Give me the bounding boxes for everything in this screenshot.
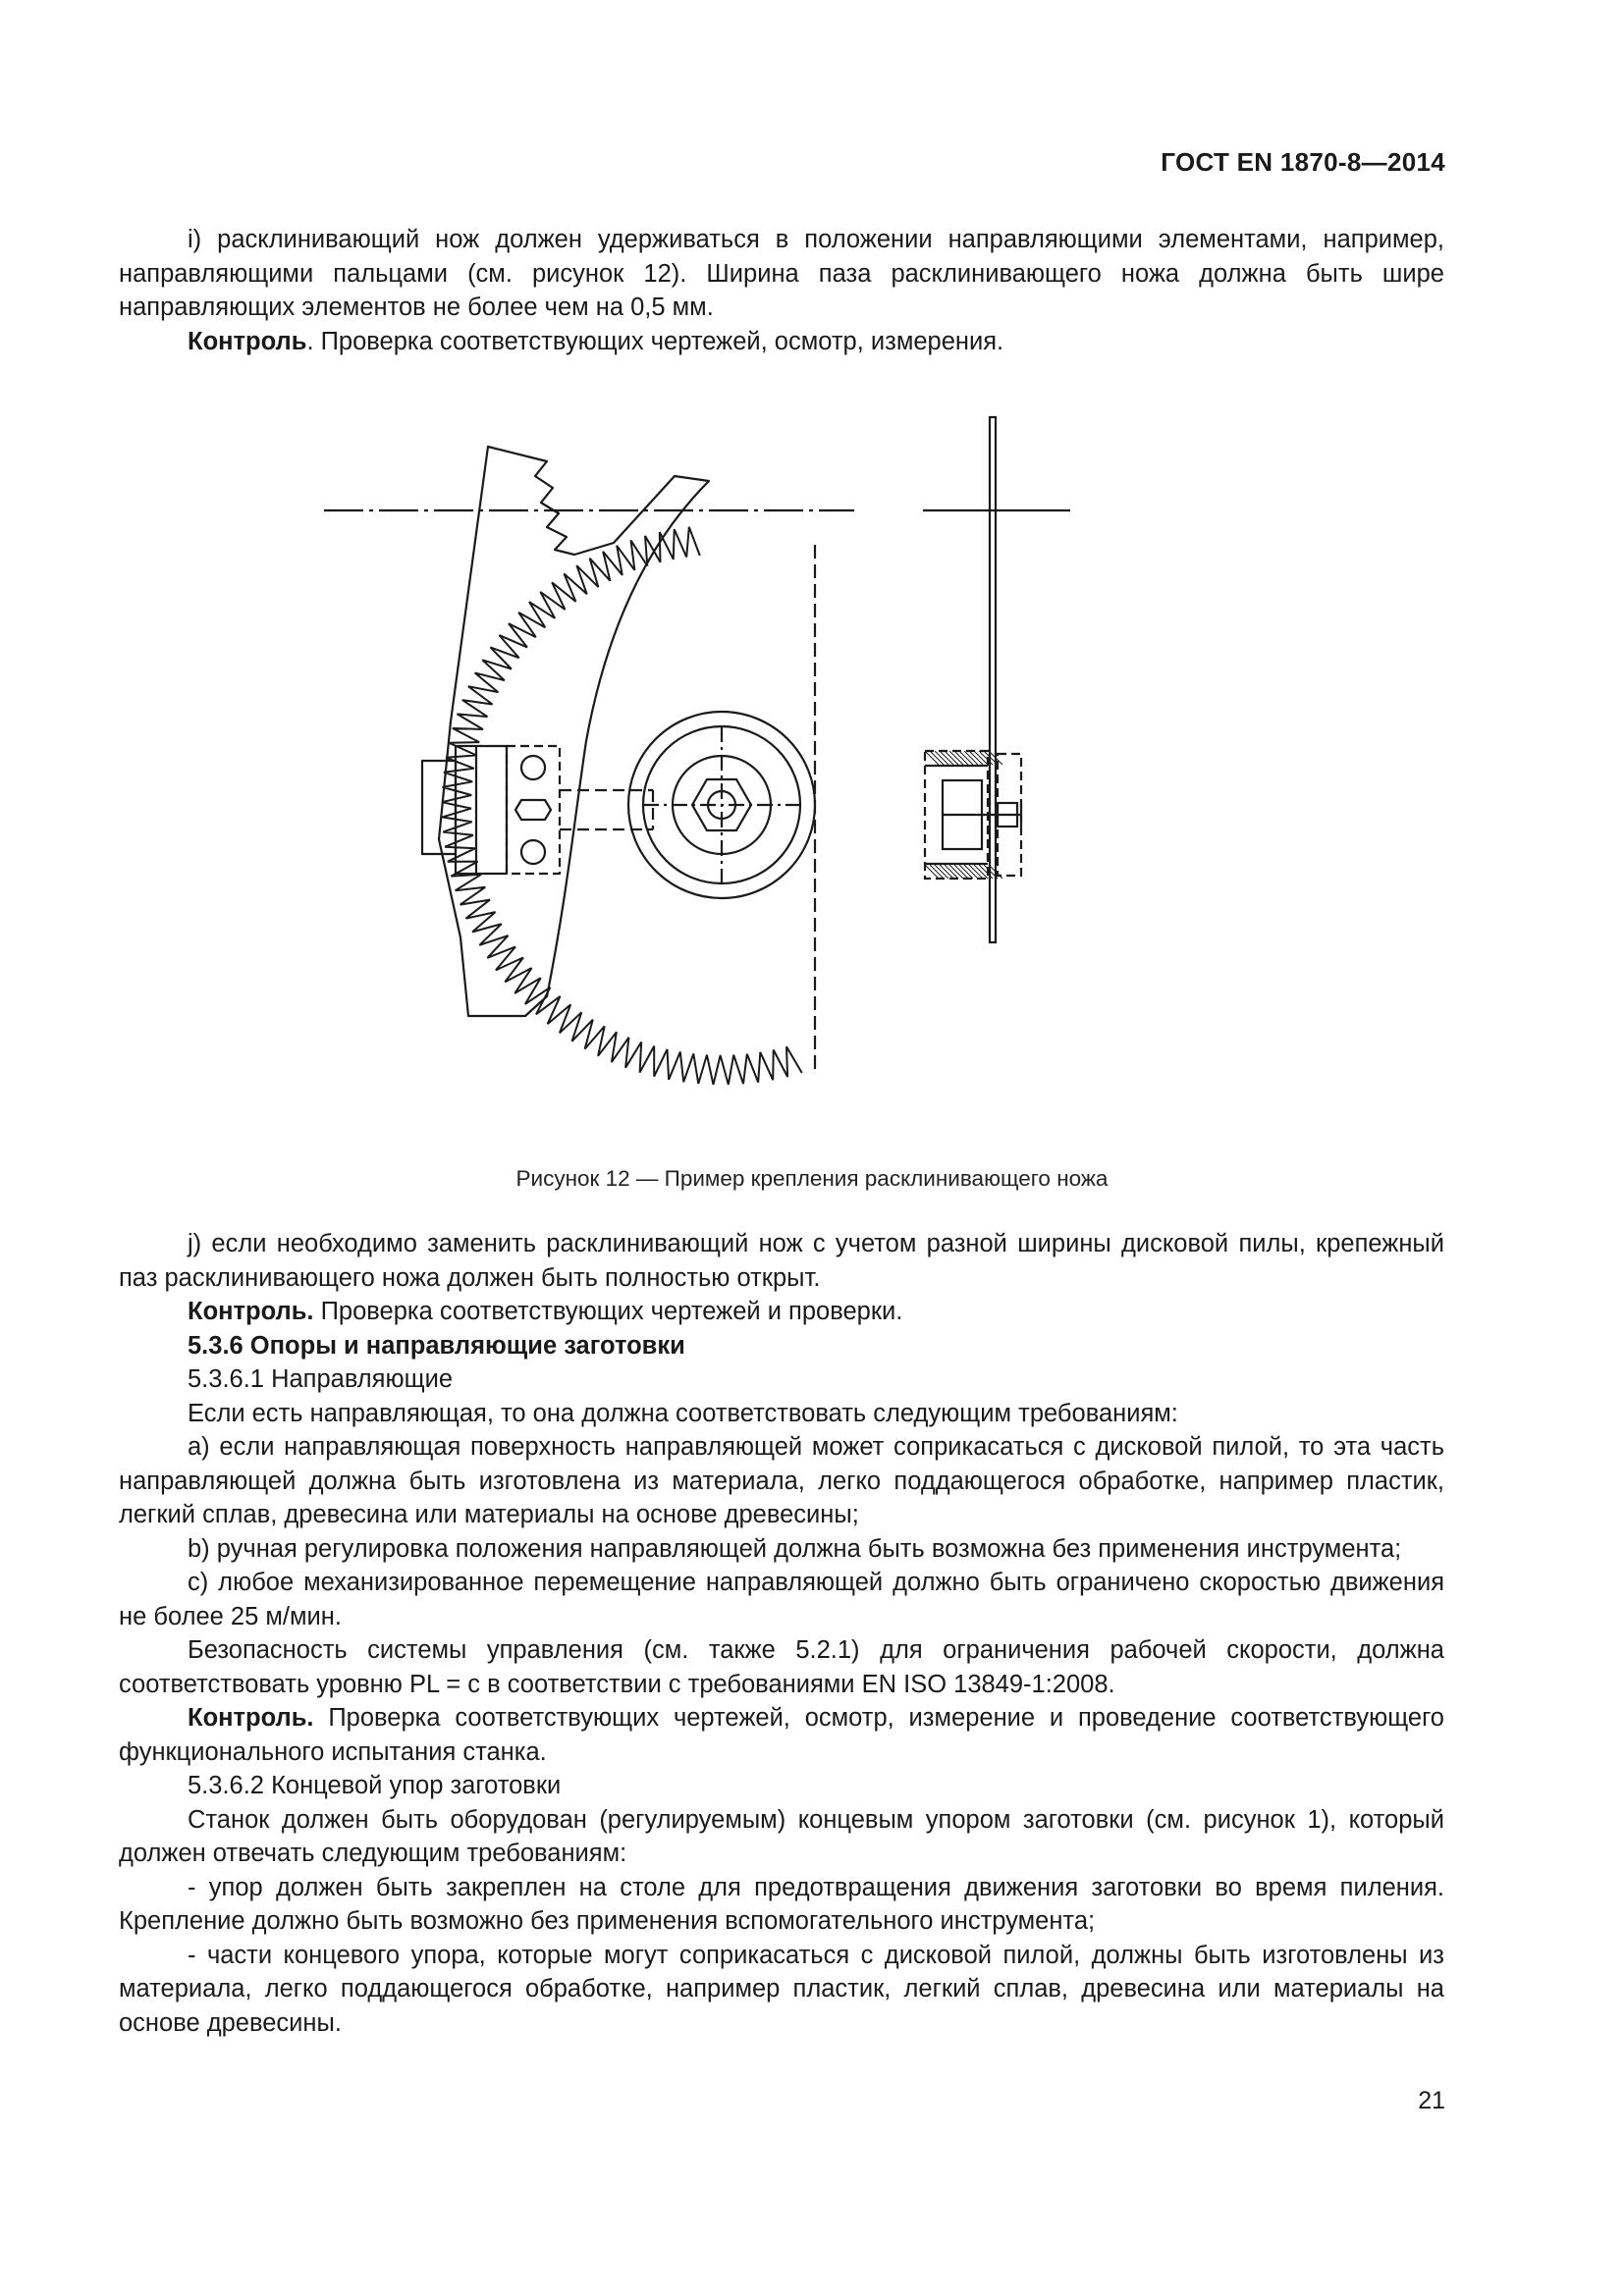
item-c-paragraph: c) любое механизированное перемещение направляющей должно быть ограничено скоростью движения не более 25 м/мин. xyxy=(119,1569,1444,1630)
control-label: Контроль. xyxy=(188,1298,314,1325)
figure-12 xyxy=(324,412,1247,1119)
saw-teeth xyxy=(442,527,802,1085)
section-heading-536: 5.3.6 Опоры и направляющие заготовки xyxy=(188,1331,685,1360)
control-j-paragraph xyxy=(119,1295,1444,1329)
control-label: Контроль. xyxy=(188,1704,314,1732)
side-blade xyxy=(990,417,996,942)
figure-caption: Рисунок 12 — Пример крепления расклинивающего ножа xyxy=(515,1166,1109,1191)
control-text: . Проверка соответствующих чертежей, осмотр, измерения. xyxy=(306,327,1004,355)
page-number: 21 xyxy=(1418,2087,1445,2114)
guides-intro: Если есть направляющая, то она должна соответствовать следующим требованиям: xyxy=(188,1399,1178,1427)
item-i-paragraph: i) расклинивающий нож должен удерживаться в положении направляющими элементами, например, направляющими пальцами (см. рисунок 12). Ширина паза расклинивающего ножа должна быть шире направляющих элементов не более чем на 0,5 мм. xyxy=(119,226,1444,321)
bottom-text-block xyxy=(119,1227,1444,2040)
stop-intro: Станок должен быть оборудован (регулируемым) концевым упором заготовки (см. рисунок 1), который должен отвечать следующим требованиям: xyxy=(119,1805,1444,1867)
control-i-paragraph xyxy=(119,325,1444,359)
top-text-block xyxy=(119,223,1444,358)
riving-knife-drawing xyxy=(324,412,1247,1119)
control-label: Контроль xyxy=(188,327,307,355)
item-j-paragraph: j) если необходимо заменить расклинивающий нож с учетом разной ширины дисковой пилы, крепежный паз расклинивающего ножа должен быть полностью открыт. xyxy=(119,1230,1444,1292)
safety-paragraph: Безопасность системы управления (см. также 5.2.1) для ограничения рабочей скорости, должна соответствовать уровню PL = c в соответствии с требованиями EN ISO 13849-1:2008. xyxy=(119,1636,1444,1698)
standard-header: ГОСТ EN 1870-8—2014 xyxy=(1161,147,1445,177)
control-text: Проверка соответствующих чертежей и проверки. xyxy=(313,1298,903,1325)
item-a-paragraph: a) если направляющая поверхность направляющей может соприкасаться с дисковой пилой, то эта часть направляющей должна быть изготовлена из материала, легко поддающегося обработке, например пластик, легкий сплав, древесина или материалы на основе древесины; xyxy=(119,1433,1444,1528)
stop-item-2: - части концевого упора, которые могут соприкасаться с дисковой пилой, должны быть изготовлены из материала, легко поддающегося обработке, например пластик, легкий сплав, древесина или материалы на основе древесины. xyxy=(119,1941,1444,2037)
control-text: Проверка соответствующих чертежей, осмотр, измерение и проведение соответствующего функционального испытания станка. xyxy=(119,1704,1444,1766)
saw-blade xyxy=(442,527,802,1085)
stop-item-1: - упор должен быть закреплен на столе для предотвращения движения заготовки во время пиления. Крепление должно быть возможно без применения вспомогательного инструмента; xyxy=(119,1873,1444,1935)
control-c-paragraph xyxy=(119,1701,1444,1769)
section-heading-5362: 5.3.6.2 Концевой упор заготовки xyxy=(188,1772,562,1799)
section-heading-5361: 5.3.6.1 Направляющие xyxy=(188,1365,454,1393)
item-b-paragraph: b) ручная регулировка положения направляющей должна быть возможна без применения инструмента; xyxy=(188,1534,1402,1563)
